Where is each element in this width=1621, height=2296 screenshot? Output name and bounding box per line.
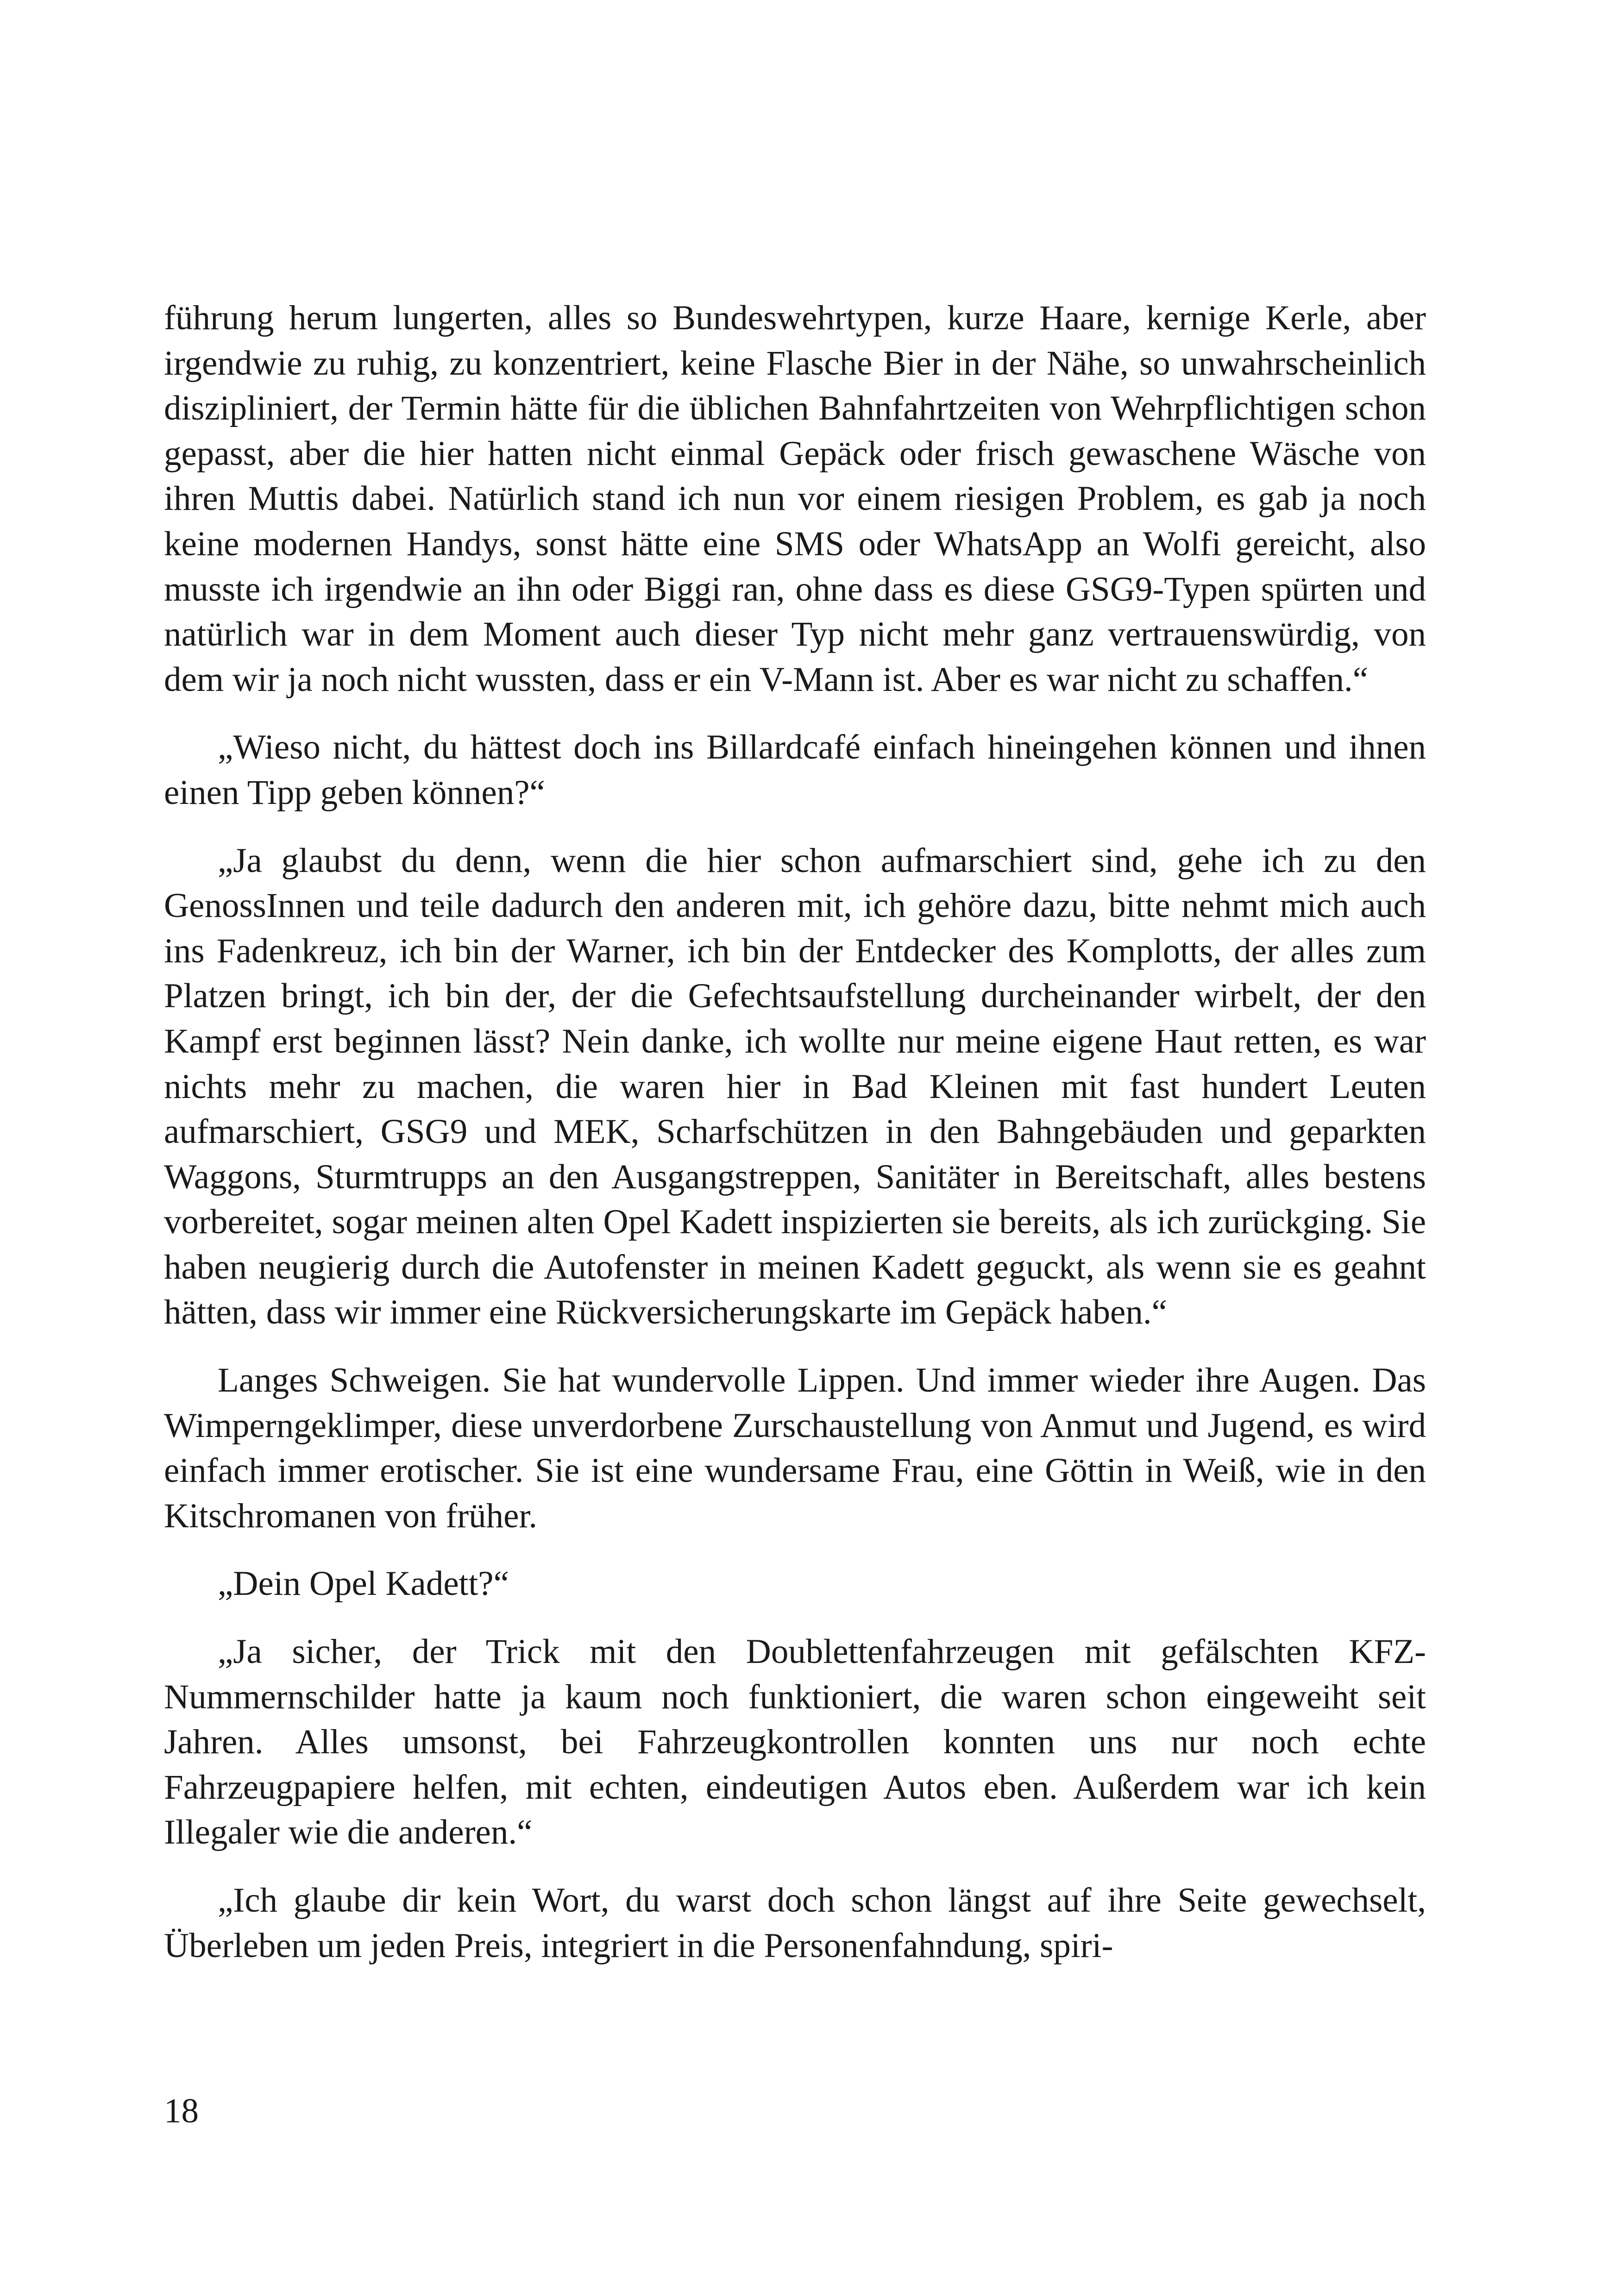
- paragraph-continued: führung herum lungerten, alles so Bundeswehrtypen, kurze Haare, kernige Kerle, aber irgendwie zu ruhig, zu konzentriert, keine Flasche Bier in der Nähe, so unwahrscheinlich diszipliniert, der Termin hätte für die üblichen Bahnfahrtzeiten von Wehrpflichtigen schon gepasst, aber die hier hatten nicht einmal Gepäck oder frisch gewaschene Wäsche von ihren Muttis dabei. Natürlich stand ich nun vor einem riesigen Problem, es gab ja noch keine modernen Handys, sonst hätte eine SMS oder WhatsApp an Wolfi gereicht, also musste ich irgendwie an ihn oder Biggi ran, ohne dass es diese GSG9-Typen spürten und natürlich war in dem Moment auch dieser Typ nicht mehr ganz vertrauenswürdig, von dem wir ja noch nicht wussten, dass er ein V-Mann ist. Aber es war nicht zu schaffen.“: [164, 299, 1426, 699]
- paragraph-dialogue: „Wieso nicht, du hättest doch ins Billardcafé einfach hineingehen können und ihnen einen Tipp geben können?“: [164, 728, 1426, 812]
- paragraph-dialogue: „Dein Opel Kadett?“: [218, 1564, 509, 1603]
- body-text: [164, 295, 1426, 1968]
- page-number: 18: [164, 2092, 199, 2130]
- paragraph-narration: Langes Schweigen. Sie hat wundervolle Lippen. Und immer wieder ihre Augen. Das Wimperngeklimper, diese unverdorbene Zurschaustellung von Anmut und Jugend, es wird einfach immer erotischer. Sie ist eine wundersame Frau, eine Göttin in Weiß, wie in den Kitschromanen von früher.: [164, 1361, 1426, 1535]
- paragraph-dialogue: „Ich glaube dir kein Wort, du warst doch schon längst auf ihre Seite gewechselt, Überleben um jeden Preis, integriert in die Personenfahndung, spiri-: [164, 1881, 1426, 1965]
- paragraph-dialogue: „Ja sicher, der Trick mit den Doublettenfahrzeugen mit gefälschten KFZ-Nummernschilder hatte ja kaum noch funktioniert, die waren schon eingeweiht seit Jahren. Alles umsonst, bei Fahrzeugkontrollen konnten uns nur noch echte Fahrzeugpapiere helfen, mit echten, eindeutigen Autos eben. Außerdem war ich kein Illegaler wie die anderen.“: [164, 1632, 1426, 1852]
- paragraph-dialogue: „Ja glaubst du denn, wenn die hier schon aufmarschiert sind, gehe ich zu den GenossInnen und teile dadurch den anderen mit, ich gehöre dazu, bitte nehmt mich auch ins Fadenkreuz, ich bin der Warner, ich bin der Entdecker des Komplotts, der alles zum Platzen bringt, ich bin der, der die Gefechtsaufstellung durcheinander wirbelt, der den Kampf erst beginnen lässt? Nein danke, ich wollte nur meine eigene Haut retten, es war nichts mehr zu machen, die waren hier in Bad Kleinen mit fast hundert Leuten aufmarschiert, GSG9 und MEK, Scharfschützen in den Bahngebäuden und geparkten Waggons, Sturmtrupps an den Ausgangstreppen, Sanitäter in Bereitschaft, alles bestens vorbereitet, sogar meinen alten Opel Kadett inspizierten sie bereits, als ich zurückging. Sie haben neugierig durch die Autofenster in meinen Kadett geguckt, als wenn sie es geahnt hätten, dass wir immer eine Rückversicherungskarte im Gepäck haben.“: [164, 841, 1426, 1332]
